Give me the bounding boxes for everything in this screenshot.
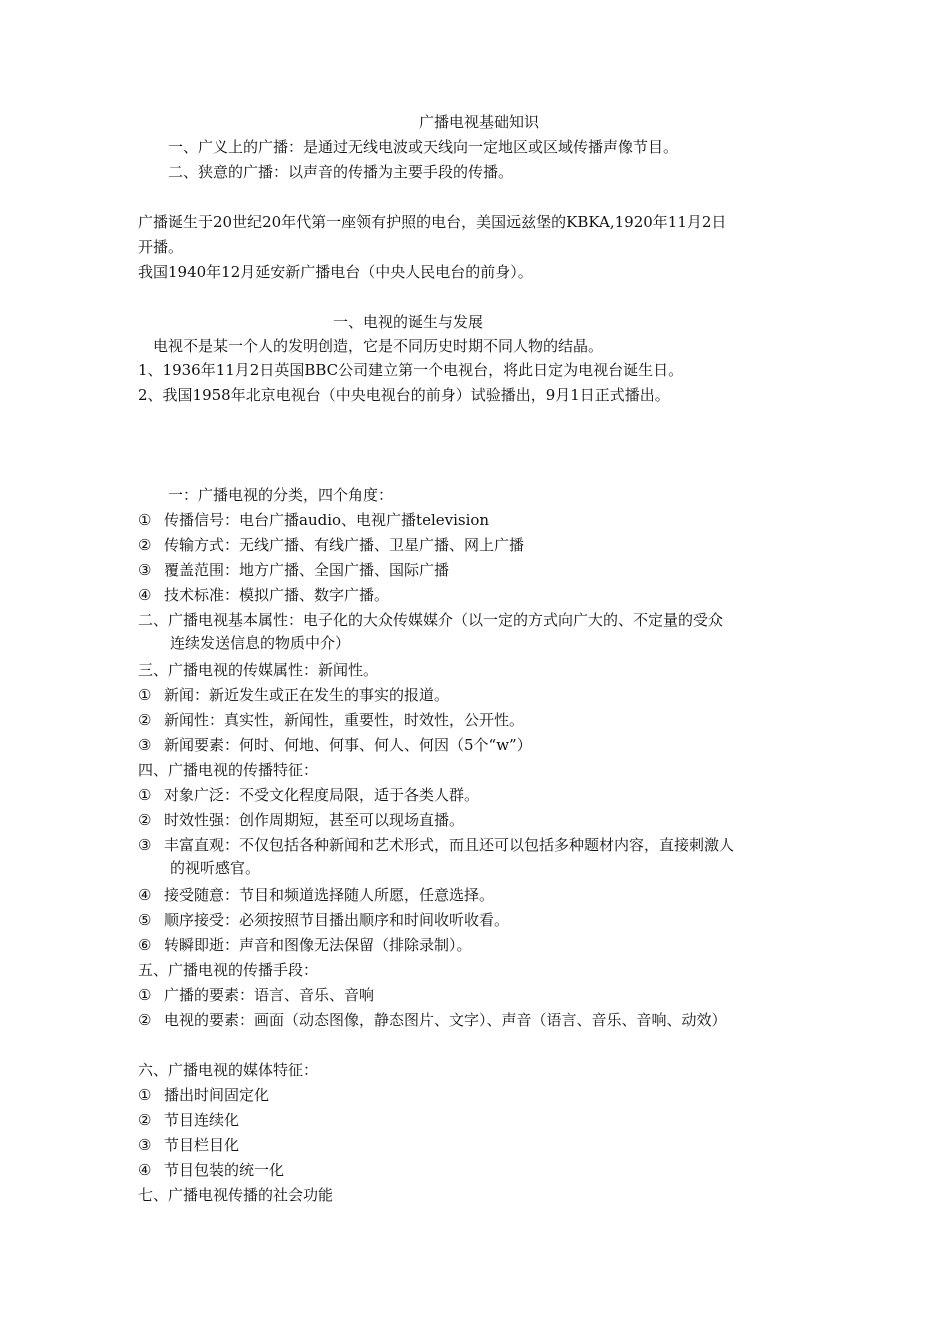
list-marker: ② [138, 1111, 152, 1129]
list-item-text: 播出时间固定化 [164, 1086, 270, 1104]
list-item [138, 1110, 239, 1130]
list-item [138, 1085, 269, 1105]
list-item [138, 810, 464, 830]
tv-item-1: 1、1936年11月2日英国BBC公司建立第一个电视台，将此日定为电视台诞生日。 [138, 361, 684, 379]
list-item-text: 顺序接受：必须按照节目播出顺序和时间收听收看。 [164, 911, 510, 929]
list-item-text: 覆盖范围：地方广播、全国广播、国际广播 [164, 561, 450, 579]
list-marker: ② [138, 1011, 152, 1029]
tv-section-heading: 一、电视的诞生与发展 [333, 313, 484, 331]
list-item-text: 电视的要素：画面（动态图像，静态图片、文字）、声音（语言、音乐、音响、动效） [164, 1011, 727, 1029]
list-item-text: 新闻性：真实性，新闻性，重要性，时效性，公开性。 [164, 711, 525, 729]
list-marker: ④ [138, 1161, 152, 1179]
radio-birth-line-2: 开播。 [138, 238, 184, 256]
list-marker: ① [138, 511, 152, 529]
basic-attribute-line-1: 二、广播电视基本属性：电子化的大众传媒媒介（以一定的方式向广大的、不定量的受众 [138, 611, 724, 629]
list-marker: ② [138, 811, 152, 829]
document-title: 广播电视基础知识 [418, 113, 539, 131]
list-item [138, 510, 489, 530]
list-marker: ③ [138, 836, 152, 854]
media-feature-heading: 六、广播电视的媒体特征： [138, 1061, 319, 1079]
transmission-feature-heading: 四、广播电视的传播特征： [138, 761, 319, 779]
list-item-text: 节目包装的统一化 [164, 1161, 285, 1179]
radio-birth-line-1: 广播诞生于20世纪20年代第一座领有护照的电台，美国远兹堡的KBKA,1920年11月2日 [138, 213, 727, 231]
list-item [138, 985, 374, 1005]
definition-broad: 一、广义上的广播：是通过无线电波或天线向一定地区或区域传播声像节目。 [168, 138, 679, 156]
china-radio-line: 我国1940年12月延安新广播电台（中央人民电台的前身）。 [138, 263, 533, 281]
list-item [138, 535, 524, 555]
list-item [138, 710, 524, 730]
list-marker: ④ [138, 886, 152, 904]
definition-narrow: 二、狭意的广播：以声音的传播为主要手段的传播。 [168, 163, 514, 181]
list-marker: ① [138, 1086, 152, 1104]
list-item [138, 935, 472, 955]
classification-heading: 一：广播电视的分类，四个角度： [168, 486, 394, 504]
list-item [138, 735, 532, 755]
list-item [138, 1160, 284, 1180]
list-item-text: 接受随意：节目和频道选择随人所愿，任意选择。 [164, 886, 495, 904]
list-item-text: 传输方式：无线广播、有线广播、卫星广播、网上广播 [164, 536, 525, 554]
list-item-text: 转瞬即逝：声音和图像无法保留（排除录制）。 [164, 936, 472, 954]
list-marker: ⑤ [138, 911, 152, 929]
list-item-continuation: 的视听感官。 [170, 859, 261, 877]
social-function-heading: 七、广播电视传播的社会功能 [138, 1186, 334, 1204]
list-item [138, 1135, 239, 1155]
list-marker: ③ [138, 736, 152, 754]
list-item [138, 910, 509, 930]
tv-intro: 电视不是某一个人的发明创造，它是不同历史时期不同人物的结晶。 [153, 337, 604, 355]
list-item-text: 节目栏目化 [164, 1136, 240, 1154]
media-attribute-heading: 三、广播电视的传媒属性：新闻性。 [138, 661, 379, 679]
list-marker: ③ [138, 1136, 152, 1154]
list-marker: ④ [138, 586, 152, 604]
list-item-text: 时效性强：创作周期短，甚至可以现场直播。 [164, 811, 465, 829]
list-item-text: 技术标准：模拟广播、数字广播。 [164, 586, 390, 604]
list-marker: ② [138, 536, 152, 554]
list-item-text: 新闻：新近发生或正在发生的事实的报道。 [164, 686, 450, 704]
list-marker: ② [138, 711, 152, 729]
list-item [138, 1010, 727, 1030]
list-item [138, 560, 449, 580]
list-marker: ① [138, 786, 152, 804]
list-marker: ① [138, 686, 152, 704]
list-marker: ① [138, 986, 152, 1004]
list-item-text: 新闻要素：何时、何地、何事、何人、何因（5个“w”） [164, 736, 532, 754]
list-item [138, 835, 734, 855]
tv-item-2: 2、我国1958年北京电视台（中央电视台的前身）试验播出，9月1日正式播出。 [138, 386, 670, 404]
transmission-means-heading: 五、广播电视的传播手段： [138, 961, 319, 979]
basic-attribute-line-2: 连续发送信息的物质中介） [170, 634, 351, 652]
list-item-text: 丰富直观：不仅包括各种新闻和艺术形式，而且还可以包括多种题材内容，直接刺激人 [164, 836, 735, 854]
list-item [138, 685, 449, 705]
list-marker: ⑥ [138, 936, 152, 954]
list-item [138, 885, 494, 905]
list-item [138, 585, 389, 605]
list-item-text: 对象广泛：不受文化程度局限，适于各类人群。 [164, 786, 480, 804]
list-item-text: 传播信号：电台广播audio、电视广播television [164, 511, 490, 529]
list-item-text: 广播的要素：语言、音乐、音响 [164, 986, 375, 1004]
list-marker: ③ [138, 561, 152, 579]
list-item-text: 节目连续化 [164, 1111, 240, 1129]
list-item [138, 785, 479, 805]
